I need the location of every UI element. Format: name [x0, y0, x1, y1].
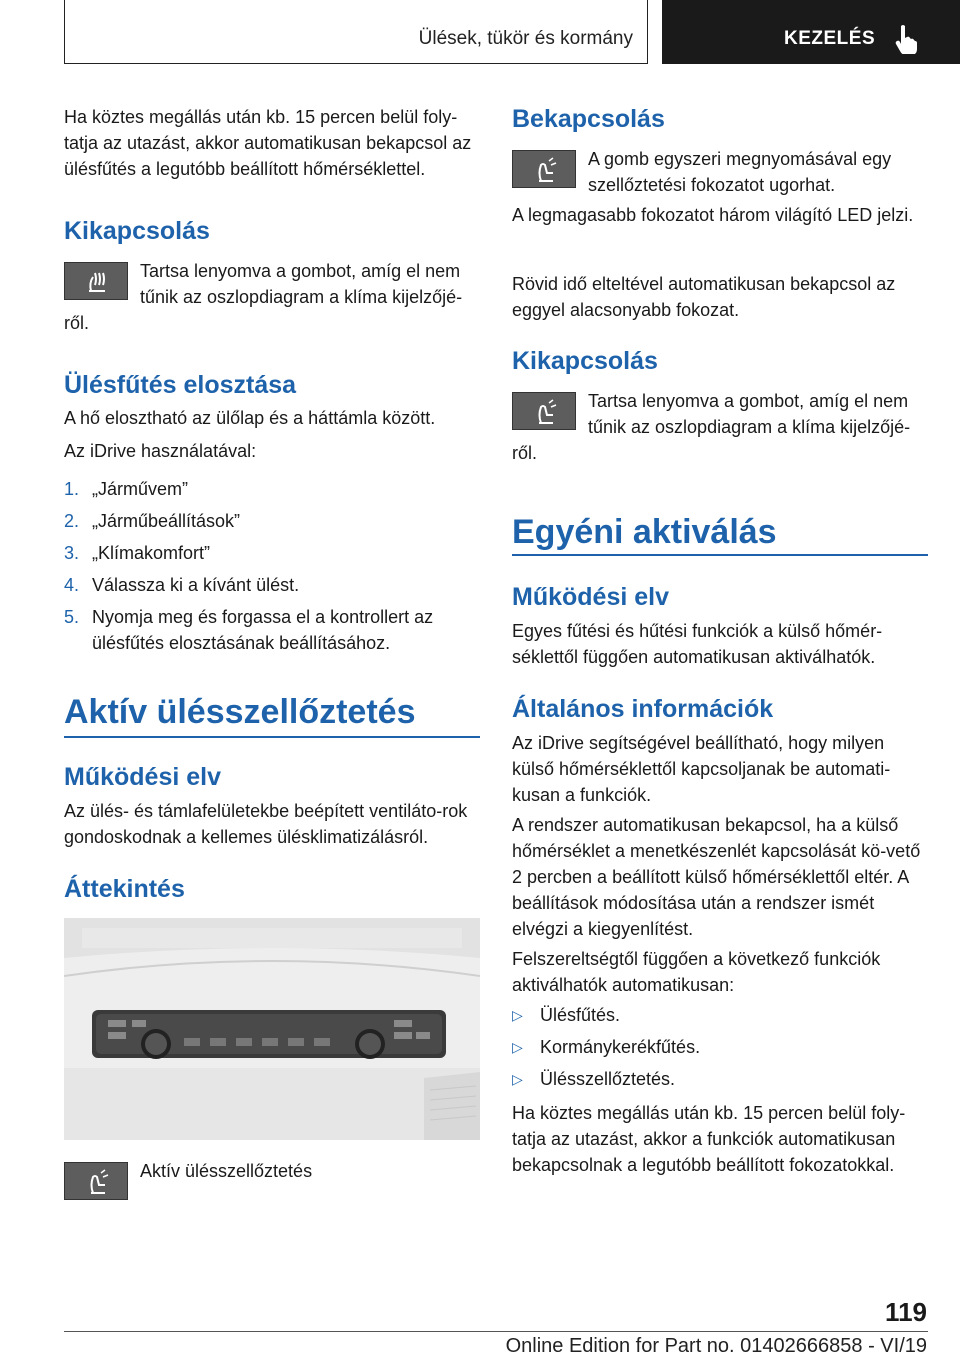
rendszer-text: A rendszer automatikusan bekapcsol, ha a külső hőmérséklet a menetkészenlét kapcsolását kö-vető 2 percben a beállított külső hőmérséklettől eltér. A beállítások módosítása után a rendszer ismét elvégzi a kiegyenlítést.	[512, 815, 921, 939]
rovid-text: Rövid idő elteltével automatikusan bekapcsol az eggyel alacsonyabb fokozat.	[512, 274, 896, 320]
list-item: 2. „Járműbeállítások”	[64, 511, 241, 531]
heading-kikapcsolas-right: Kikapcsolás	[512, 347, 658, 375]
altalanos-text: Az iDrive segítségével beállítható, hogy milyen külső hőmérséklettől kapcsoljanak be automati-kusan a funkciók.	[512, 733, 891, 805]
chapter-title: KEZELÉS	[784, 28, 876, 49]
seat-heating-button-icon	[64, 262, 128, 300]
intro-paragraph: Ha köztes megállás után kb. 15 percen belül foly-tatja az utazást, akkor automatikusan bekapcsol az ülésfűtés a legutóbb beállított hőmérséklettel.	[64, 107, 472, 179]
heading-egyeni: Egyéni aktiválás	[512, 513, 777, 551]
felszereltseg-text: Felszereltségtől függően a következő funkciók aktiválhatók automatikusan:	[512, 949, 881, 995]
heading-mukodesi-left: Működési elv	[64, 763, 221, 791]
footer-rule	[64, 1331, 928, 1332]
heading-bekapcsolas: Bekapcsolás	[512, 105, 665, 133]
steps-list	[64, 476, 484, 660]
heading-attekintes: Áttekintés	[64, 875, 185, 903]
kikapcsolas-right-text: Tartsa lenyomva a gombot, amíg el nem tűnik az oszlopdiagram a klíma kijelzőjé-	[588, 391, 911, 437]
led-text: A legmagasabb fokozatot három világító LED jelzi.	[512, 205, 914, 225]
button-caption: Aktív ülésszellőztetés	[140, 1161, 313, 1181]
edition-note: Online Edition for Part no. 01402666858 - VI/19	[505, 1335, 927, 1357]
seat-ventilation-button-icon	[64, 1162, 128, 1200]
list-item: 1. „Járművem”	[64, 479, 189, 499]
heading-elosztas: Ülésfűtés elosztása	[64, 371, 297, 399]
kikapcsolas-right-text-end: ről.	[512, 443, 538, 463]
list-item: 3. „Klímakomfort”	[64, 543, 211, 563]
seat-ventilation-button-icon	[512, 392, 576, 430]
chapter-header-box	[662, 0, 960, 64]
list-item: ▷ Ülésszellőztetés.	[512, 1069, 676, 1089]
heading-rule	[512, 554, 928, 556]
section-title: Ülések, tükör és kormány	[418, 28, 633, 49]
seat-ventilation-button-icon	[512, 150, 576, 188]
final-text: Ha köztes megállás után kb. 15 percen belül foly-tatja az utazást, akkor a funkciók automatikusan bekapcsolnak a legutóbb beállított fokozatokkal.	[512, 1103, 906, 1175]
kikapcsolas-left-text-end: ről.	[64, 313, 90, 333]
page-number: 119	[885, 1297, 927, 1327]
list-item: ▷ Ülésfűtés.	[512, 1005, 621, 1025]
heading-rule	[64, 736, 480, 738]
list-item: 5. Nyomja meg és forgassa el a kontrollert az ülésfűtés elosztásának beállításához.	[64, 607, 434, 653]
heading-kikapcsolas-left: Kikapcsolás	[64, 217, 210, 245]
hand-pointer-icon	[894, 24, 920, 54]
kikapcsolas-left-text: Tartsa lenyomva a gombot, amíg el nem tűnik az oszlopdiagram a klíma kijelzőjé-	[140, 261, 463, 307]
list-item: ▷ Kormánykerékfűtés.	[512, 1037, 701, 1057]
section-header-box	[64, 0, 648, 64]
idrive-text: Az iDrive használatával:	[64, 441, 257, 461]
heading-aktiv: Aktív ülésszellőztetés	[64, 693, 416, 731]
list-item: 4. Válassza ki a kívánt ülést.	[64, 575, 300, 595]
mukodesi-right-text: Egyes fűtési és hűtési funkciók a külső hőmér-séklettől függően automatikusan aktiválhatók.	[512, 621, 883, 667]
heading-altalanos: Általános információk	[512, 695, 774, 723]
bekapcsolas-text: A gomb egyszeri megnyomásával egy szellőztetési fokozatot ugorhat.	[588, 149, 892, 195]
elosztas-text: A hő elosztható az ülőlap és a háttámla között.	[64, 408, 436, 428]
heading-mukodesi-right: Működési elv	[512, 583, 669, 611]
auto-functions-list	[512, 1002, 928, 1098]
climate-control-panel-photo	[64, 918, 480, 1140]
mukodesi-left-text: Az ülés- és támlafelületekbe beépített ventiláto-rok gondoskodnak a kellemes ülésklimatizálásról.	[64, 801, 468, 847]
